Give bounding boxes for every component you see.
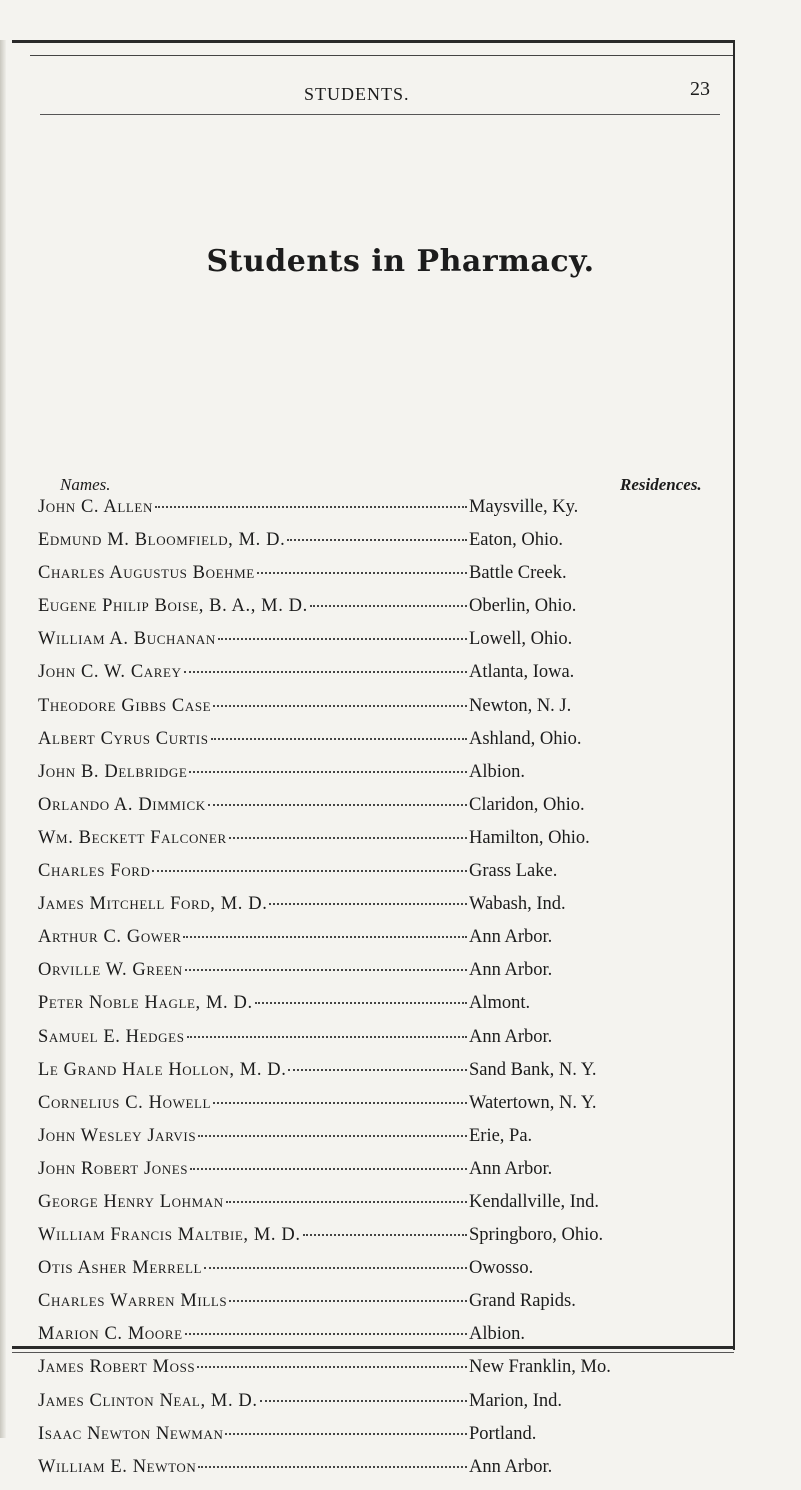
student-residence: Albion. — [469, 761, 526, 782]
dot-leader — [185, 1333, 467, 1335]
student-residence: Ashland, Ohio. — [469, 728, 582, 749]
student-name: James Clinton Neal, M. D. — [38, 1390, 258, 1411]
student-list — [38, 497, 708, 1490]
student-residence: Newton, N. J. — [469, 695, 572, 716]
dot-leader — [211, 738, 467, 740]
residences-column-heading: Residences. — [620, 475, 702, 494]
student-row — [38, 1060, 708, 1093]
dot-leader — [225, 1433, 467, 1435]
student-name: Le Grand Hale Hollon, M. D. — [38, 1059, 287, 1080]
student-name: John Robert Jones — [38, 1158, 189, 1179]
student-residence: Grass Lake. — [469, 861, 558, 882]
student-name: Charles Augustus Boehme — [38, 563, 255, 584]
student-row — [38, 828, 708, 861]
student-residence: Ann Arbor. — [469, 1026, 553, 1047]
top-border-thin-rule — [30, 55, 734, 56]
student-row — [38, 563, 708, 596]
student-row — [38, 1225, 708, 1258]
student-name: Eugene Philip Boise, B. A., M. D. — [38, 596, 308, 617]
student-residence: Kendallville, Ind. — [469, 1191, 599, 1212]
dot-leader — [197, 1366, 467, 1368]
student-residence: Ann Arbor. — [469, 927, 553, 948]
student-residence: Maysville, Ky. — [469, 497, 579, 517]
student-name: George Henry Lohman — [38, 1191, 224, 1212]
student-name: John B. Delbridge — [38, 761, 188, 782]
dot-leader — [269, 903, 467, 905]
student-residence: Lowell, Ohio. — [469, 629, 573, 650]
student-name: William E. Newton — [38, 1456, 197, 1477]
student-row — [38, 927, 708, 960]
student-row — [38, 894, 708, 927]
dot-leader — [198, 1466, 467, 1468]
student-name: Orville W. Green — [38, 960, 183, 981]
student-residence: Battle Creek. — [469, 563, 567, 584]
student-row — [38, 795, 708, 828]
student-name: Arthur C. Gower — [38, 927, 182, 948]
student-name: James Robert Moss — [38, 1357, 196, 1378]
dot-leader — [208, 804, 467, 806]
dot-leader — [185, 969, 467, 971]
student-residence: Ann Arbor. — [469, 960, 553, 981]
student-name: James Mitchell Ford, M. D. — [38, 894, 268, 915]
student-row — [38, 861, 708, 894]
dot-leader — [218, 638, 467, 640]
dot-leader — [229, 1300, 467, 1302]
student-row — [38, 762, 708, 795]
student-name: Theodore Gibbs Case — [38, 695, 212, 716]
student-row — [38, 1291, 708, 1324]
student-name: Isaac Newton Newman — [38, 1423, 224, 1444]
student-name: Albert Cyrus Curtis — [38, 728, 209, 749]
student-row — [38, 1391, 708, 1424]
student-residence: Springboro, Ohio. — [469, 1225, 604, 1246]
student-row — [38, 729, 708, 762]
student-row — [38, 1457, 708, 1490]
dot-leader — [310, 605, 467, 607]
student-row — [38, 629, 708, 662]
student-name: Charles Warren Mills — [38, 1291, 228, 1312]
student-name: John C. W. Carey — [38, 662, 182, 683]
right-border-rule — [733, 40, 735, 1350]
dot-leader — [213, 705, 467, 707]
dot-leader — [213, 1102, 467, 1104]
student-residence: Sand Bank, N. Y. — [469, 1059, 597, 1080]
student-row — [38, 1093, 708, 1126]
dot-leader — [287, 539, 467, 541]
student-residence: Eaton, Ohio. — [469, 530, 564, 551]
student-row — [38, 1126, 708, 1159]
student-residence: Albion. — [469, 1324, 526, 1345]
student-residence: Grand Rapids. — [469, 1291, 576, 1312]
student-row — [38, 1324, 708, 1357]
student-name: Wm. Beckett Falconer — [38, 827, 227, 848]
student-name: Charles Ford — [38, 861, 151, 882]
student-residence: Atlanta, Iowa. — [469, 662, 575, 683]
dot-leader — [190, 1168, 467, 1170]
student-row — [38, 1192, 708, 1225]
student-residence: Ann Arbor. — [469, 1158, 553, 1179]
dot-leader — [257, 572, 467, 574]
student-row — [38, 1027, 708, 1060]
dot-leader — [226, 1201, 467, 1203]
student-residence: Portland. — [469, 1423, 537, 1444]
student-row — [38, 1424, 708, 1457]
section-title: Students in Pharmacy. — [206, 244, 595, 279]
student-name: Cornelius C. Howell — [38, 1092, 212, 1113]
top-border-rule — [12, 40, 734, 43]
dot-leader — [303, 1234, 467, 1236]
header-rule — [40, 114, 720, 115]
student-residence: Hamilton, Ohio. — [469, 827, 590, 848]
student-row — [38, 993, 708, 1026]
student-row — [38, 960, 708, 993]
student-name: Edmund M. Bloomfield, M. D. — [38, 530, 286, 551]
page-number: 23 — [690, 78, 710, 100]
dot-leader — [229, 837, 467, 839]
student-row — [38, 497, 708, 530]
dot-leader — [183, 936, 467, 938]
names-column-heading: Names. — [60, 475, 111, 494]
student-residence: Almont. — [469, 993, 531, 1014]
student-residence: Claridon, Ohio. — [469, 794, 585, 815]
student-residence: Marion, Ind. — [469, 1390, 562, 1411]
dot-leader — [204, 1267, 467, 1269]
dot-leader — [187, 1036, 467, 1038]
student-name: John C. Allen — [38, 497, 153, 517]
running-head: STUDENTS. — [304, 84, 410, 104]
student-residence: Erie, Pa. — [469, 1125, 533, 1146]
student-name: Otis Asher Merrell — [38, 1258, 203, 1279]
student-residence: Ann Arbor. — [469, 1456, 553, 1477]
student-residence: Oberlin, Ohio. — [469, 596, 577, 617]
dot-leader — [255, 1002, 467, 1004]
student-name: Orlando A. Dimmick — [38, 794, 206, 815]
dot-leader — [152, 870, 467, 872]
student-row — [38, 1357, 708, 1390]
student-name: William Francis Maltbie, M. D. — [38, 1225, 301, 1246]
student-residence: New Franklin, Mo. — [469, 1357, 611, 1378]
student-name: Samuel E. Hedges — [38, 1026, 185, 1047]
student-row — [38, 530, 708, 563]
dot-leader — [288, 1069, 467, 1071]
student-row — [38, 696, 708, 729]
dot-leader — [198, 1135, 467, 1137]
dot-leader — [189, 771, 467, 773]
student-name: Peter Noble Hagle, M. D. — [38, 993, 253, 1014]
student-residence: Watertown, N. Y. — [469, 1092, 597, 1113]
student-row — [38, 1258, 708, 1291]
student-row — [38, 662, 708, 695]
student-row — [38, 596, 708, 629]
student-name: Marion C. Moore — [38, 1324, 183, 1345]
dot-leader — [155, 506, 467, 508]
student-residence: Owosso. — [469, 1258, 534, 1279]
dot-leader — [184, 671, 467, 673]
student-row — [38, 1159, 708, 1192]
student-name: William A. Buchanan — [38, 629, 216, 650]
dot-leader — [260, 1400, 467, 1402]
student-residence: Wabash, Ind. — [469, 894, 566, 915]
student-name: John Wesley Jarvis — [38, 1125, 197, 1146]
